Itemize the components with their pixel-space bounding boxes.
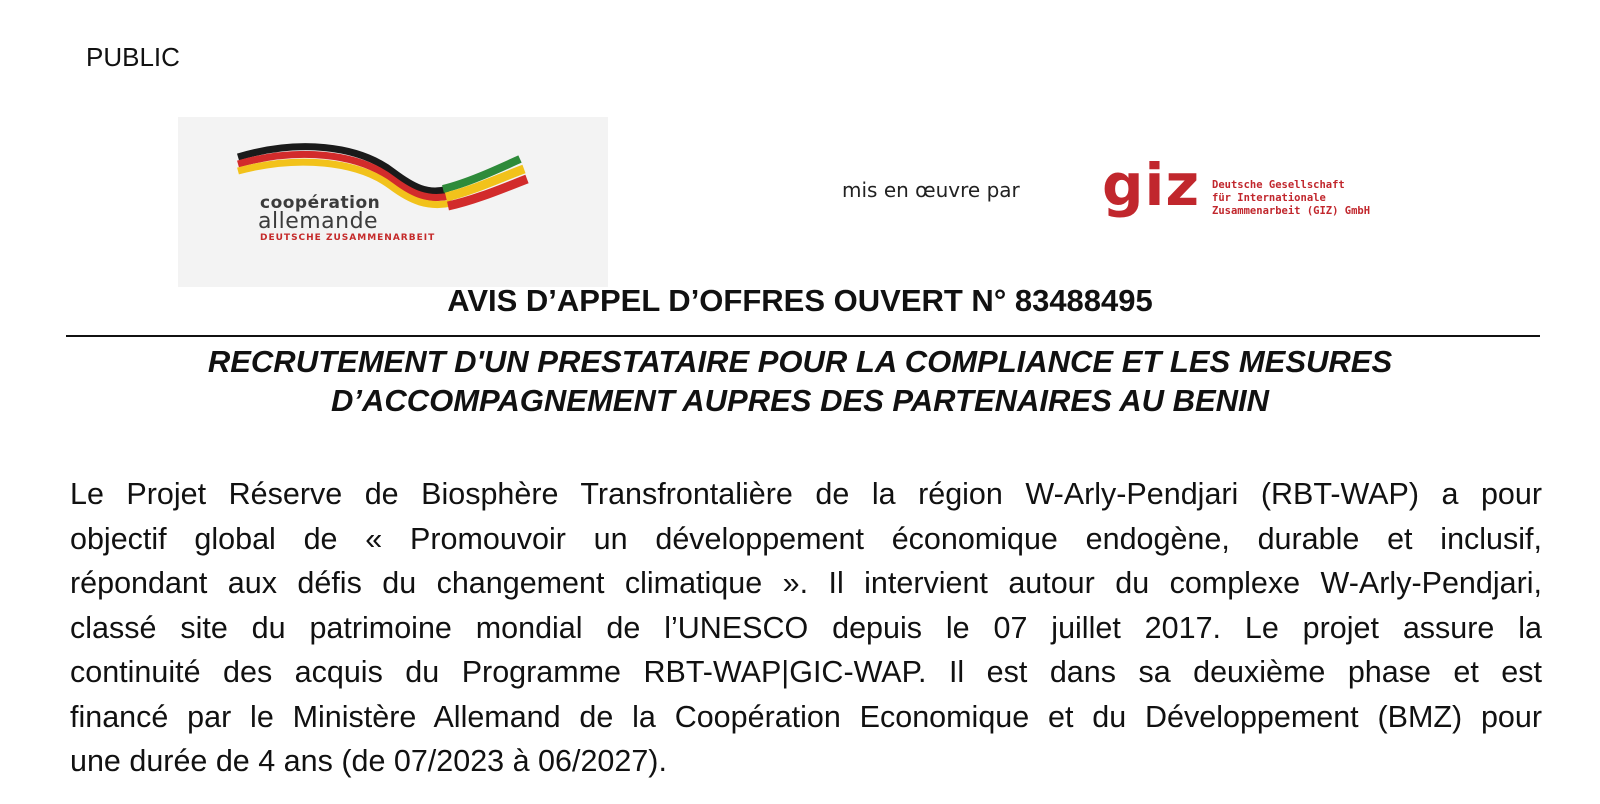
giz-logo bbox=[1102, 151, 1422, 236]
logo-text-allemande: allemande bbox=[258, 209, 379, 234]
body-paragraph bbox=[70, 472, 1542, 784]
giz-full-name bbox=[1212, 179, 1432, 218]
paragraph-line: financé par le Ministère Allemand de la Coopération Economique et du Développement (BMZ) pour bbox=[70, 699, 1542, 734]
paragraph-line: classé site du patrimoine mondial de l’UNESCO depuis le 07 juillet 2017. Le projet assure la bbox=[70, 610, 1542, 645]
cooperation-allemande-logo bbox=[178, 117, 608, 287]
subtitle-line: RECRUTEMENT D'UN PRESTATAIRE POUR LA COMPLIANCE ET LES MESURES bbox=[207, 344, 1393, 379]
title-divider bbox=[66, 335, 1540, 337]
notice-subtitle bbox=[0, 342, 1600, 420]
subtitle-line: D’ACCOMPAGNEMENT AUPRES DES PARTENAIRES AU BENIN bbox=[330, 383, 1270, 418]
notice-title: AVIS D’APPEL D’OFFRES OUVERT N° 83488495 bbox=[447, 283, 1153, 318]
paragraph-line: continuité des acquis du Programme RBT-WAP|GIC-WAP. Il est dans sa deuxième phase et est bbox=[70, 655, 1542, 689]
logo-text-cooperation: coopération bbox=[260, 193, 381, 213]
paragraph-line: Le Projet Réserve de Biosphère Transfrontalière de la région W-Arly-Pendjari (RBT-WAP) a pour bbox=[70, 477, 1542, 511]
paragraph-line: répondant aux défis du changement climatique ». Il intervient autour du complexe W-Arly-Pendjari, bbox=[70, 566, 1542, 600]
paragraph-line: une durée de 4 ans (de 07/2023 à 06/2027). bbox=[70, 744, 667, 778]
logo-text-deutsche-zusammenarbeit: DEUTSCHE ZUSAMMENARBEIT bbox=[260, 233, 436, 243]
implemented-by-text: mis en œuvre par bbox=[842, 178, 1020, 202]
giz-name-line: Zusammenarbeit (GIZ) GmbH bbox=[1212, 205, 1371, 217]
giz-name-line: für Internationale bbox=[1212, 192, 1326, 204]
paragraph-line: objectif global de « Promouvoir un développement économique endogène, durable et inclusif, bbox=[70, 521, 1542, 556]
giz-wordmark: giz bbox=[1102, 151, 1201, 219]
flag-ribbon-icon bbox=[178, 117, 608, 287]
giz-name-line: Deutsche Gesellschaft bbox=[1212, 179, 1345, 191]
classification-label: PUBLIC bbox=[86, 42, 180, 72]
